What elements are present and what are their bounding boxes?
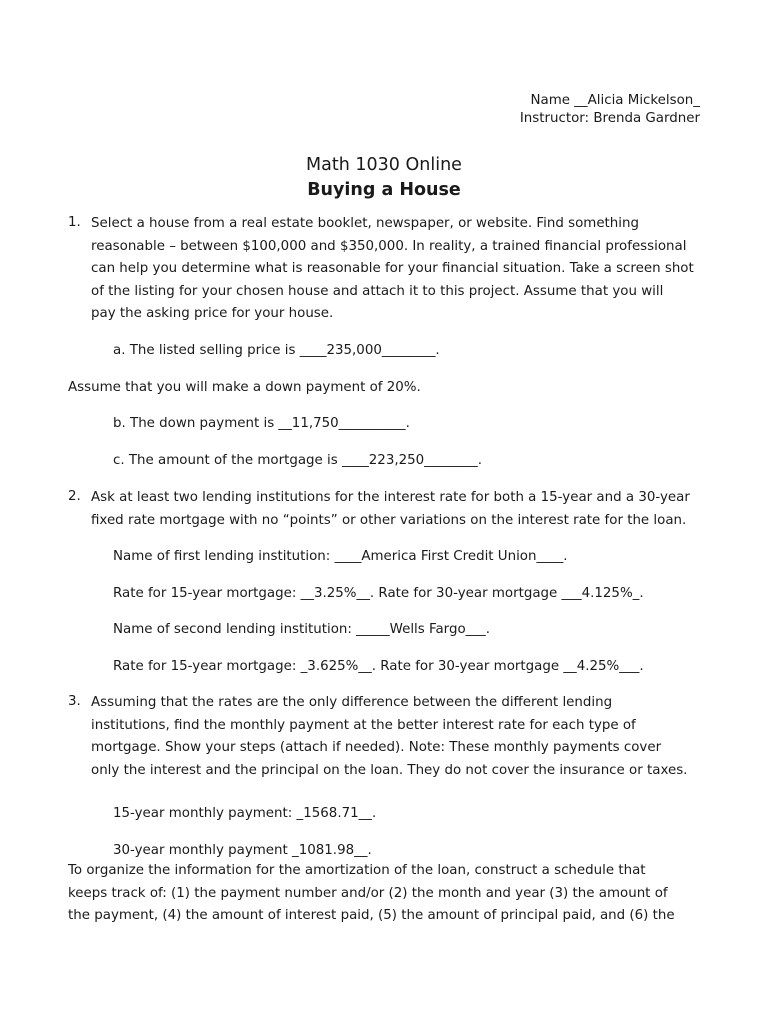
monthly-payment-30-year: 30-year monthly payment _1081.98__. — [113, 843, 372, 858]
first-lending-institution: Name of first lending institution: ____America First Credit Union____. — [113, 549, 568, 564]
q1-line: of the listing for your chosen house and attach it to this project. Assume that you will — [91, 283, 664, 299]
monthly-payment-15-year: 15-year monthly payment: _1568.71__. — [113, 806, 377, 821]
q2-line: fixed rate mortgage with no “points” or other variations on the interest rate for the loan. — [91, 512, 687, 528]
q3-line: only the interest and the principal on the loan. They do not cover the insurance or taxes. — [91, 762, 688, 778]
q1-line: pay the asking price for your house. — [91, 306, 334, 321]
q1-item-c-mortgage-amount: c. The amount of the mortgage is ____223,250________. — [113, 453, 482, 468]
q1-line: reasonable – between $100,000 and $350,000. In reality, a trained financial professional — [91, 238, 687, 254]
first-institution-rates: Rate for 15-year mortgage: __3.25%__. Rate for 30-year mortgage ___4.125%_. — [113, 586, 644, 601]
q1-text — [91, 213, 711, 326]
amortization-line: keeps track of: (1) the payment number and/or (2) the month and year (3) the amount of — [68, 885, 668, 901]
q2-number: 2. — [68, 489, 81, 504]
q2-line: Ask at least two lending institutions for the interest rate for both a 15-year and a 30-year — [91, 490, 690, 505]
q3-number: 3. — [68, 694, 81, 709]
amortization-paragraph — [68, 860, 718, 928]
amortization-line: To organize the information for the amortization of the loan, construct a schedule that — [68, 863, 646, 878]
student-name-line: Name __Alicia Mickelson_ — [530, 93, 700, 108]
course-title: Math 1030 Online — [306, 155, 462, 175]
q1-line: can help you determine what is reasonable for your financial situation. Take a screen shot — [91, 261, 694, 276]
down-payment-assumption: Assume that you will make a down payment of 20%. — [68, 380, 421, 395]
second-institution-rates: Rate for 15-year mortgage: _3.625%__. Rate for 30-year mortgage __4.25%___. — [113, 659, 644, 674]
q1-line: Select a house from a real estate booklet, newspaper, or website. Find something — [91, 216, 640, 231]
q2-text — [91, 487, 711, 532]
q3-text — [91, 692, 711, 782]
project-title: Buying a House — [307, 180, 461, 200]
amortization-line: the payment, (4) the amount of interest paid, (5) the amount of principal paid, and (6) the — [68, 908, 675, 923]
second-lending-institution: Name of second lending institution: _____Wells Fargo___. — [113, 622, 490, 637]
q1-number: 1. — [68, 215, 81, 230]
instructor-line: Instructor: Brenda Gardner — [519, 111, 700, 126]
q3-line: mortgage. Show your steps (attach if needed). Note: These monthly payments cover — [91, 740, 662, 755]
q3-line: Assuming that the rates are the only difference between the different lending — [91, 695, 613, 710]
q3-line: institutions, find the monthly payment at the better interest rate for each type of — [91, 717, 636, 733]
q1-item-a-selling-price: a. The listed selling price is ____235,000________. — [113, 343, 440, 358]
q1-item-b-down-payment: b. The down payment is __11,750__________. — [113, 416, 410, 431]
